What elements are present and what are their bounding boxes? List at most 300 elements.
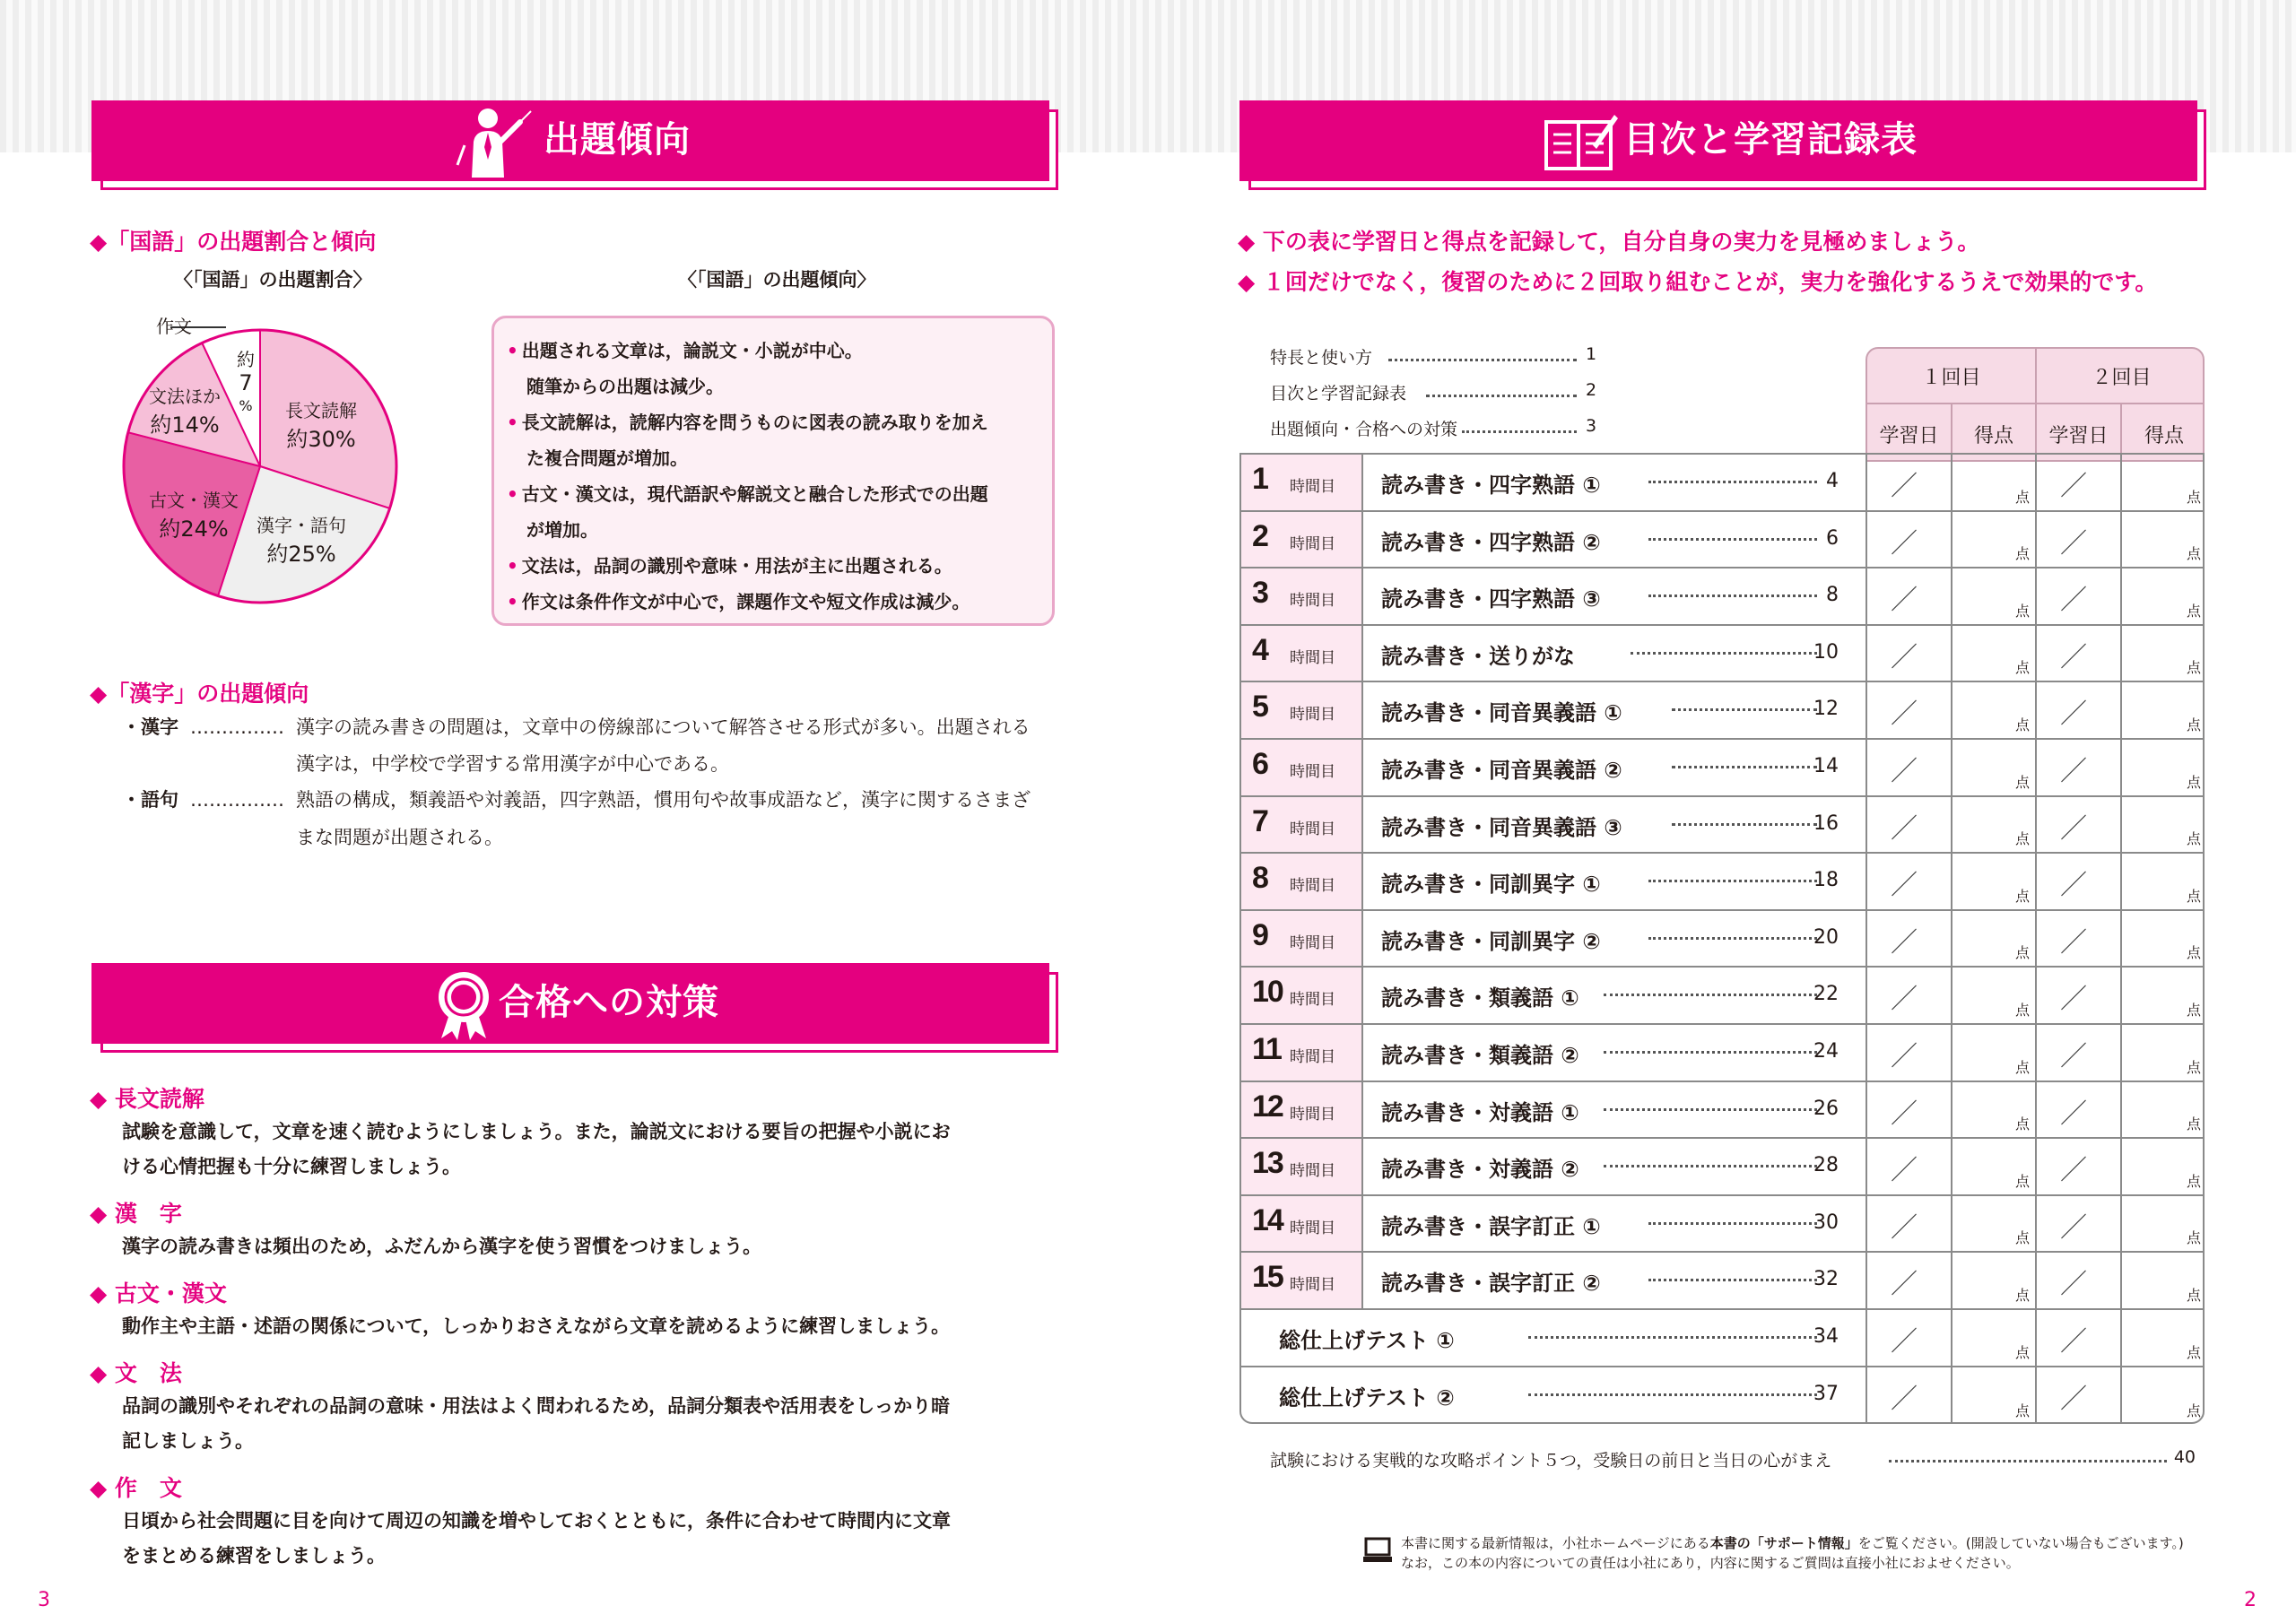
lesson-hour-label: 時間目 [1290,1105,1335,1124]
lesson-number-cell [1241,1025,1363,1081]
page-number-right: 2 [2244,1589,2257,1611]
date-slash: ／ [2060,527,2087,560]
date-slash: ／ [2060,1383,2087,1415]
score-cell[interactable] [2120,1310,2205,1366]
kanji-text-1: 漢字の読み書きの問題は，文章中の傍線部について解答させる形式が多い。出題される [296,716,1031,738]
lesson-hour-label: 時間目 [1290,1276,1335,1295]
lesson-hour-label: 時間目 [1290,1162,1335,1181]
date-slash: ／ [1891,471,1918,502]
score-cell[interactable] [2120,740,2205,795]
score-cell[interactable] [1951,797,2035,853]
lesson-number-cell [1241,797,1363,853]
date-cell[interactable] [1866,455,1951,510]
lesson-title: 読み書き・同音異義語 ② [1381,758,1622,783]
trend-item: が増加。 [526,519,598,541]
date-cell[interactable] [2035,854,2120,909]
lesson-hour-label: 時間目 [1290,991,1335,1010]
leader-dots [1648,480,1817,483]
lesson-number-cell [1241,1253,1363,1308]
score-unit: 点 [2186,1001,2201,1019]
score-unit: 点 [2186,659,2201,677]
goku-dots: …………… [190,789,284,811]
lesson-title: 読み書き・四字熟語 ① [1381,473,1601,498]
score-cell[interactable] [1951,911,2035,967]
score-unit: 点 [2014,773,2030,791]
lesson-page: 4 [1826,470,1839,492]
date-slash: ／ [1891,870,1918,902]
date-slash: ／ [2060,699,2087,731]
date-slash: ／ [1891,585,1918,617]
measure-text: 記しましょう。 [122,1430,254,1452]
lesson-hour-label: 時間目 [1290,820,1335,838]
lesson-number-cell [1241,1196,1363,1252]
leader-dots [1604,1107,1817,1111]
score-cell[interactable] [1951,1196,2035,1252]
lesson-row [1241,968,2205,1025]
lesson-page: 8 [1826,584,1839,607]
lesson-page: 28 [1813,1154,1839,1177]
lesson-number: 11 [1252,1032,1281,1066]
lesson-number-cell [1241,626,1363,681]
final-test-title: 総仕上げテスト ① [1279,1328,1455,1353]
lesson-title: 読み書き・対義語 ① [1381,1099,1579,1125]
final-test-page: 34 [1813,1325,1839,1348]
score-cell[interactable] [2120,682,2205,738]
date-slash: ／ [1891,756,1918,787]
measure-text: 品詞の識別やそれぞれの品詞の意味・用法はよく問われるため，品詞分類表や活用表をしっかり暗 [122,1395,951,1417]
bullet-icon: • [507,483,518,505]
lesson-row [1241,911,2205,968]
date-slash: ／ [1891,641,1918,673]
measure-text: ける心情把握も十分に練習しましょう。 [122,1156,461,1177]
date-cell[interactable] [1866,512,1951,568]
date-slash: ／ [2060,1041,2087,1072]
lesson-title: 読み書き・類義語 ② [1381,1043,1579,1068]
date-cell[interactable] [1866,1367,1951,1424]
score-unit: 点 [2186,1229,2201,1247]
header-score-2: 得点 [2144,424,2184,447]
lesson-hour-label: 時間目 [1290,933,1335,952]
lesson-page: 6 [1826,526,1839,550]
date-cell[interactable] [1866,682,1951,738]
right-page [1148,0,2296,1623]
score-cell[interactable] [2120,626,2205,681]
lesson-title: 読み書き・同訓異字 ② [1381,928,1601,954]
lesson-row [1241,512,2205,569]
lesson-row [1241,740,2205,797]
section-heading-kokugo: ◆「国語」の出題割合と傾向 [90,229,377,255]
score-unit: 点 [2186,545,2201,563]
lesson-row [1241,854,2205,911]
toc-entry-dots [1426,395,1577,397]
intro-line-2: ◆ １回だけでなく，復習のために２回取り組むことが，実力を強化するうえで効果的です。 [1238,269,2158,295]
score-cell[interactable] [2120,854,2205,909]
score-unit: 点 [2186,944,2201,962]
date-cell[interactable] [1866,1310,1951,1366]
lesson-row [1241,1025,2205,1082]
score-cell[interactable] [1951,1367,2035,1424]
rosette-icon [432,970,495,1040]
score-cell[interactable] [2120,1139,2205,1194]
score-unit: 点 [2014,1001,2030,1019]
trend-item: • 文法は，品詞の識別や意味・用法が主に出題される。 [507,555,952,577]
score-unit: 点 [2014,602,2030,620]
lesson-row [1241,626,2205,683]
lesson-hour-label: 時間目 [1290,592,1335,611]
date-slash: ／ [1891,812,1918,845]
date-cell[interactable] [1866,626,1951,681]
toc-entry-page: 3 [1586,416,1597,436]
date-slash: ／ [1891,527,1918,560]
lesson-number: 10 [1252,975,1283,1010]
lesson-row [1241,1196,2205,1254]
measure-heading: ◆ 作 文 [90,1475,182,1501]
date-cell[interactable] [2035,1025,2120,1081]
lesson-number: 7 [1252,803,1267,838]
lesson-hour-label: 時間目 [1290,648,1335,667]
score-unit: 点 [2186,1286,2201,1304]
lesson-title: 読み書き・誤字訂正 ② [1381,1271,1601,1297]
score-unit: 点 [2186,1402,2201,1420]
lesson-page: 20 [1813,925,1839,949]
date-slash: ／ [2060,1211,2087,1244]
score-cell[interactable] [2120,797,2205,853]
lesson-number: 14 [1252,1202,1283,1237]
score-cell[interactable] [1951,1025,2035,1081]
date-slash: ／ [2060,1326,2087,1358]
date-cell[interactable] [2035,1367,2120,1424]
lesson-page: 16 [1813,812,1839,835]
lesson-hour-label: 時間目 [1290,1219,1335,1237]
banner-measures [91,963,1049,1044]
date-cell[interactable] [1866,568,1951,624]
score-unit: 点 [2014,1115,2030,1133]
score-unit: 点 [2186,773,2201,791]
trend-item: • 長文読解は，読解内容を問うものに図表の読み取りを加え [507,412,988,433]
date-slash: ／ [2060,984,2087,1016]
score-cell[interactable] [2120,1367,2205,1424]
lesson-row [1241,568,2205,626]
banner-title: 合格への対策 [499,982,719,1023]
measure-heading: ◆ 漢 字 [90,1201,182,1227]
date-cell[interactable] [2035,682,2120,738]
lesson-number: 1 [1252,462,1267,496]
lesson-number-cell [1241,1082,1363,1138]
score-unit: 点 [2014,1286,2030,1304]
banner-contents [1239,100,2197,181]
lesson-title: 読み書き・同音異義語 ③ [1381,814,1622,840]
score-unit: 点 [2014,659,2030,677]
trend-item: た複合問題が増加。 [526,447,688,469]
date-cell[interactable] [1866,911,1951,967]
bullet-icon: • [507,555,518,577]
lesson-hour-label: 時間目 [1290,706,1335,725]
score-unit: 点 [2014,716,2030,733]
lesson-number-cell [1241,568,1363,624]
banner-title: 目次と学習記録表 [1623,119,1918,161]
date-cell[interactable] [1866,740,1951,795]
lesson-page: 22 [1813,983,1839,1006]
bullet-icon: • [507,340,518,361]
score-unit: 点 [2186,1115,2201,1133]
measure-text: をまとめる練習をしましょう。 [122,1545,386,1567]
score-unit: 点 [2014,545,2030,563]
date-slash: ／ [2060,812,2087,845]
kanji-dots: …………… [190,716,284,738]
lesson-number: 4 [1252,632,1267,667]
header-date-1: 学習日 [1867,404,1952,462]
score-cell[interactable] [2120,1196,2205,1252]
date-cell[interactable] [2035,1196,2120,1252]
date-cell[interactable] [2035,1310,2120,1366]
lesson-page: 12 [1813,698,1839,721]
date-cell[interactable] [2035,568,2120,624]
score-cell[interactable] [1951,740,2035,795]
header-score-1: 得点 [1952,404,2037,462]
date-slash: ／ [1891,1383,1918,1415]
score-unit: 点 [2186,602,2201,620]
score-cell[interactable] [1951,1082,2035,1138]
pie-caption: 〈「国語」の出題割合〉 [174,269,372,291]
leader-dots [1528,1335,1817,1339]
date-slash: ／ [2060,1269,2087,1301]
measure-text: 試験を意識して，文章を速く読むようにしましょう。また，論説文における要旨の把握や小説にお [122,1121,951,1142]
score-unit: 点 [2014,944,2030,962]
toc-entry-page: 2 [1586,380,1597,400]
score-cell[interactable] [2120,455,2205,510]
header-date-2: 学習日 [2037,404,2122,462]
lesson-page: 24 [1813,1040,1839,1063]
date-cell[interactable] [1866,797,1951,853]
date-slash: ／ [1891,1326,1918,1358]
date-slash: ／ [2060,1098,2087,1130]
goku-text-2: まな問題が出題される。 [296,827,503,848]
computer-icon [1363,1537,1392,1564]
toc-entry-title: 出題傾向・合格への対策 [1270,420,1458,439]
lesson-page: 26 [1813,1097,1839,1120]
lesson-title: 読み書き・対義語 ② [1381,1157,1579,1183]
score-cell[interactable] [2120,1253,2205,1308]
toc-entry-page: 1 [1586,344,1597,364]
pie-label-bunpo: 文法ほか 約14% [149,386,221,438]
header-round-1: １回目 [1867,349,2037,404]
lesson-number-cell [1241,911,1363,967]
date-cell[interactable] [1866,1025,1951,1081]
date-slash: ／ [2060,756,2087,787]
date-slash: ／ [1891,1269,1918,1301]
lesson-number: 8 [1252,861,1267,896]
lesson-hour-label: 時間目 [1290,534,1335,553]
date-slash: ／ [2060,641,2087,673]
date-slash: ／ [2060,585,2087,617]
score-unit: 点 [2186,1058,2201,1076]
score-unit: 点 [2186,1343,2201,1361]
date-cell[interactable] [2035,1139,2120,1194]
score-cell[interactable] [1951,512,2035,568]
lesson-number: 12 [1252,1089,1283,1124]
score-cell[interactable] [2120,968,2205,1023]
score-unit: 点 [2014,830,2030,848]
date-cell[interactable] [2035,626,2120,681]
score-unit: 点 [2014,1172,2030,1190]
lesson-number-cell [1241,682,1363,738]
lesson-number-cell [1241,854,1363,909]
pie-label-sakubun: 作文 [156,316,192,337]
measure-heading: ◆ 長文読解 [90,1086,204,1112]
lesson-number: 6 [1252,747,1267,781]
measure-text: 動作主や主語・述語の関係について，しっかりおさえながら文章を読めるように練習しましょう。 [122,1315,951,1337]
date-cell[interactable] [2035,797,2120,853]
toc-entry-title: 特長と使い方 [1270,348,1373,368]
final-test-page: 37 [1813,1382,1839,1405]
lesson-number-cell [1241,1139,1363,1194]
footer-line-2: なお，この本の内容についての責任は小社にあり，内容に関するご質問は直接小社におよせください。 [1401,1555,2020,1571]
lesson-row [1241,1082,2205,1140]
date-cell[interactable] [2035,911,2120,967]
lesson-title: 読み書き・類義語 ① [1381,985,1579,1011]
score-unit: 点 [2014,488,2030,506]
score-cell[interactable] [1951,568,2035,624]
score-cell[interactable] [1951,968,2035,1023]
lesson-row [1241,1139,2205,1196]
trend-item: 随筆からの出題は減少。 [526,376,724,397]
date-cell[interactable] [2035,1253,2120,1308]
lesson-row [1241,682,2205,740]
date-slash: ／ [2060,870,2087,902]
score-unit: 点 [2014,887,2030,905]
goku-label: ・語句 [122,789,178,811]
trend-item: • 出題される文章は，論説文・小説が中心。 [507,340,863,361]
lesson-row [1241,797,2205,855]
leader-dots [1604,1164,1817,1167]
pie-label-sakubun-pct: 約 7 % [237,349,255,414]
score-unit: 点 [2014,1402,2030,1420]
lesson-row [1241,455,2205,512]
pie-label-kanji-goku: 漢字・語句 約25% [257,515,346,567]
pie-label-kobun: 古文・漢文 約24% [149,490,239,542]
score-cell[interactable] [2120,1082,2205,1138]
toc-entry-title: 目次と学習記録表 [1270,384,1407,404]
date-slash: ／ [1891,699,1918,731]
leader-dots [1648,1278,1817,1281]
date-slash: ／ [2060,471,2087,502]
lesson-number-cell [1241,512,1363,568]
leader-dots [1604,1050,1817,1054]
leader-dots [1648,537,1817,541]
score-cell[interactable] [1951,626,2035,681]
date-cell[interactable] [1866,1253,1951,1308]
record-table [1239,453,2205,1424]
bullet-icon: • [507,412,518,433]
score-cell[interactable] [1951,455,2035,510]
date-slash: ／ [1891,1155,1918,1187]
score-cell[interactable] [2120,512,2205,568]
score-cell[interactable] [2120,1025,2205,1081]
trend-item: • 古文・漢文は，現代語訳や解説文と融合した形式での出題 [507,483,988,505]
date-cell[interactable] [1866,1196,1951,1252]
leader-dots [1648,936,1817,940]
score-unit: 点 [2014,1058,2030,1076]
date-slash: ／ [1891,926,1918,959]
date-cell[interactable] [1866,1082,1951,1138]
leader-dots [1604,993,1817,996]
footer-line-1: 本書に関する最新情報は，小社ホームページにある本書の「サポート情報」をご覧ください。(開設していない場合もございます。) [1401,1535,2184,1551]
score-unit: 点 [2186,1172,2201,1190]
score-cell[interactable] [1951,682,2035,738]
date-cell[interactable] [1866,854,1951,909]
appendix-dots [1889,1460,2167,1462]
leader-dots [1648,594,1817,597]
date-slash: ／ [2060,926,2087,959]
lesson-hour-label: 時間目 [1290,478,1335,496]
date-cell[interactable] [1866,968,1951,1023]
lesson-number: 9 [1252,917,1267,952]
section-heading-kanji: ◆「漢字」の出題傾向 [90,681,309,707]
measure-text: 漢字の読み書きは頻出のため，ふだんから漢字を使う習慣をつけましょう。 [122,1236,762,1257]
lesson-title: 読み書き・四字熟語 ② [1381,529,1601,555]
date-cell[interactable] [1866,1139,1951,1194]
score-cell[interactable] [1951,854,2035,909]
kanji-text-2: 漢字は，中学校で学習する常用漢字が中心である。 [296,753,729,775]
date-cell[interactable] [2035,512,2120,568]
leader-dots [1631,651,1817,655]
banner-title: 出題傾向 [544,119,691,161]
lesson-number-cell [1241,740,1363,795]
intro-line-1: ◆ 下の表に学習日と得点を記録して，自分自身の実力を見極めましょう。 [1238,229,1980,255]
lesson-title: 読み書き・同訓異字 ① [1381,872,1601,898]
banner-trend [91,100,1049,181]
score-unit: 点 [2186,887,2201,905]
record-header [1866,347,2205,462]
date-slash: ／ [1891,1211,1918,1244]
date-cell[interactable] [2035,1082,2120,1138]
date-cell[interactable] [2035,455,2120,510]
lesson-title: 読み書き・誤字訂正 ① [1381,1213,1601,1239]
measure-text: 日頃から社会問題に目を向けて周辺の知識を増やしておくとともに，条件に合わせて時間内に文章 [122,1510,951,1532]
header-round-2: ２回目 [2037,349,2205,404]
measure-heading: ◆ 文 法 [90,1360,182,1386]
leader-dots [1528,1393,1817,1396]
trend-item: • 作文は条件作文が中心で，課題作文や短文作成は減少。 [507,591,970,612]
date-slash: ／ [2060,1155,2087,1187]
lesson-page: 14 [1813,755,1839,777]
final-test-row [1241,1310,2205,1367]
score-cell[interactable] [1951,1139,2035,1194]
score-unit: 点 [2186,716,2201,733]
lesson-number: 13 [1252,1146,1283,1181]
date-cell[interactable] [2035,968,2120,1023]
date-cell[interactable] [2035,740,2120,795]
lesson-number-cell [1241,455,1363,510]
leader-dots [1648,879,1817,882]
score-cell[interactable] [2120,568,2205,624]
lesson-number: 15 [1252,1260,1283,1295]
lesson-row [1241,1253,2205,1310]
score-cell[interactable] [1951,1310,2035,1366]
score-unit: 点 [2014,1229,2030,1247]
appendix-title: 試験における実戦的な攻略ポイント５つ，受験日の前日と当日の心がまえ [1270,1451,1832,1471]
date-slash: ／ [1891,1098,1918,1130]
final-test-title: 総仕上げテスト ② [1279,1384,1455,1410]
toc-entry-dots [1388,359,1577,361]
score-cell[interactable] [1951,1253,2035,1308]
lesson-page: 10 [1813,640,1839,664]
lesson-hour-label: 時間目 [1290,877,1335,896]
lesson-page: 30 [1813,1211,1839,1234]
lesson-hour-label: 時間目 [1290,763,1335,781]
score-cell[interactable] [2120,911,2205,967]
bullet-icon: • [507,591,518,612]
